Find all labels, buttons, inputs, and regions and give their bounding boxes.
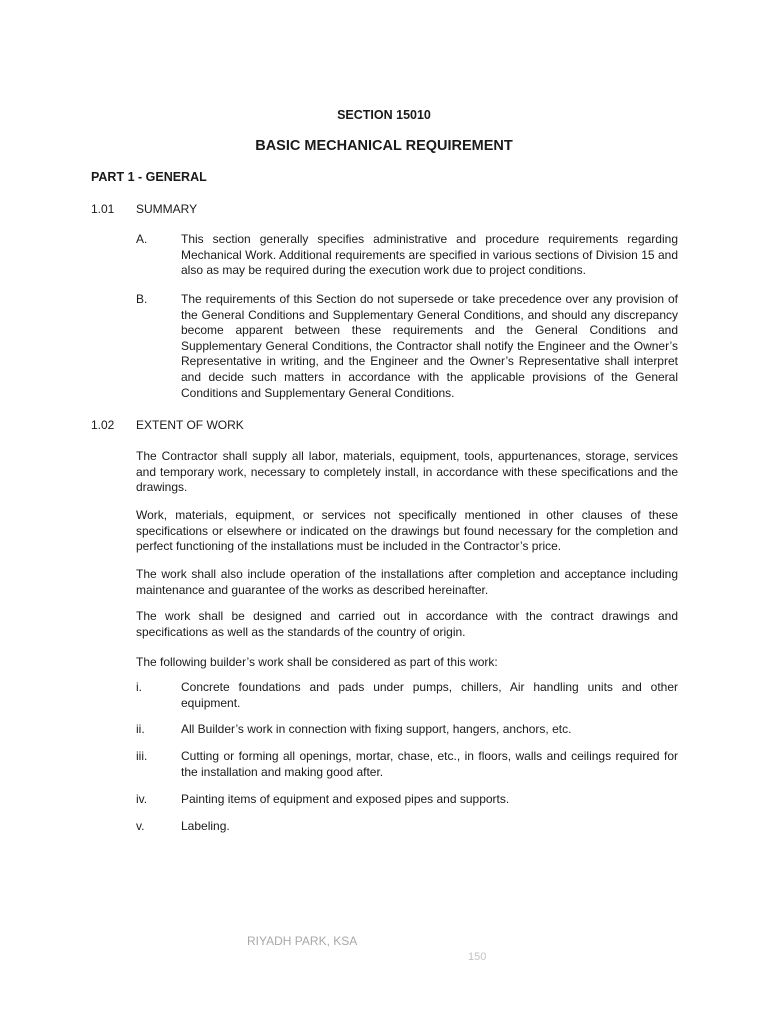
list-text-iv: Painting items of equipment and exposed pipes and supports. xyxy=(181,792,510,806)
clause-number-1-02: 1.02 xyxy=(91,418,115,432)
footer-page-number: 150 xyxy=(468,951,487,963)
section-title: BASIC MECHANICAL REQUIREMENT xyxy=(255,138,513,154)
list-label-ii: ii. xyxy=(136,722,145,736)
paragraph: The Contractor shall supply all labor, materials, equipment, tools, appurtenances, storage, services and temporary work, necessary to completely install, in accordance with these specifications and the drawings. xyxy=(136,449,678,495)
paragraph: The work shall be designed and carried out in accordance with the contract drawings and specifications as well as the standards of the country of origin. xyxy=(136,609,678,639)
paragraph: The work shall also include operation of the installations after completion and acceptance including maintenance and guarantee of the works as described hereinafter. xyxy=(136,567,678,597)
item-text-b: The requirements of this Section do not supersede or take precedence over any provision of the General Conditions and Supplementary General Conditions, and should any discrepancy become apparent between these requirements and the General Conditions and Supplementary General Conditions, the Contractor shall notify the Engineer and the Owner’s Representative in writing, and the Engineer and the Owner’s Representative shall interpret and decide such matters in accordance with the applicable provisions of the General Conditions and Supplementary General Conditions. xyxy=(181,292,678,400)
clause-number-1-01: 1.01 xyxy=(91,202,115,216)
list-text-ii: All Builder’s work in connection with fixing support, hangers, anchors, etc. xyxy=(181,722,572,736)
item-text-a: This section generally specifies administrative and procedure requirements regarding Mechanical Work. Additional requirements are specified in various sections of Division 15 and also as may be required during the execution work due to project conditions. xyxy=(181,232,678,278)
item-label-a: A. xyxy=(136,232,148,246)
list-label-i: i. xyxy=(136,680,142,694)
list-text-i: Concrete foundations and pads under pumps, chillers, Air handling units and other equipment. xyxy=(181,680,678,710)
paragraph: Work, materials, equipment, or services not specifically mentioned in other clauses of these specifications or elsewhere or indicated on the drawings but found necessary for the completion and perfect functioning of the installations must be included in the Contractor’s price. xyxy=(136,508,678,554)
list-label-iii: iii. xyxy=(136,749,148,763)
paragraph: The following builder’s work shall be considered as part of this work: xyxy=(136,655,498,669)
list-text-v: Labeling. xyxy=(181,819,230,833)
list-label-v: v. xyxy=(136,819,145,833)
list-label-iv: iv. xyxy=(136,792,148,806)
item-label-b: B. xyxy=(136,292,148,306)
clause-title-extent-of-work: EXTENT OF WORK xyxy=(136,418,244,432)
clause-title-summary: SUMMARY xyxy=(136,202,198,216)
section-number: SECTION 15010 xyxy=(337,108,431,122)
footer-project-location: RIYADH PARK, KSA xyxy=(247,934,358,948)
list-text-iii: Cutting or forming all openings, mortar, chase, etc., in floors, walls and ceilings required for the installation and making good after. xyxy=(181,749,678,779)
part-heading: PART 1 - GENERAL xyxy=(91,170,207,184)
